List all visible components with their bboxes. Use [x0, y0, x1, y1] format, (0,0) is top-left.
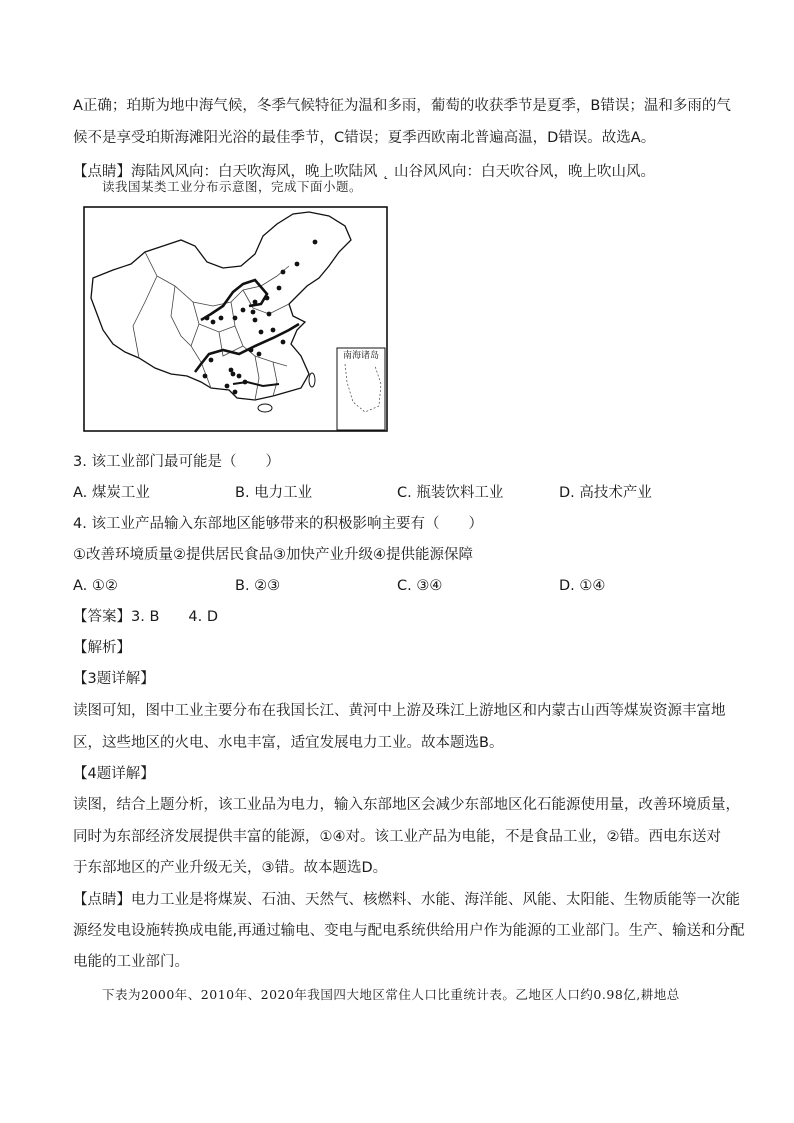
- industry-dot: [219, 316, 224, 321]
- industry-dot: [295, 262, 300, 267]
- paragraph-line: 电能的工业部门。: [73, 954, 189, 970]
- question-4-statements: ①改善环境质量②提供居民食品③加快产业升级④提供能源保障: [73, 547, 473, 563]
- industry-dot: [225, 384, 230, 389]
- industry-dot: [281, 270, 286, 275]
- inset-label: 南海诸岛: [342, 350, 380, 360]
- dianjing-text: 海陆风风向：白天吹海风，晚上吹陆风 ˛ 山谷风风向：白天吹谷风，晚上吹山风。: [131, 164, 655, 180]
- dianjing-tag: 【点睛】: [73, 892, 131, 908]
- industry-dot: [237, 374, 242, 379]
- industry-dot: [313, 240, 318, 245]
- q3-option-b: B. 电力工业: [235, 485, 313, 501]
- paragraph-line: 同时为东部经济发展提供丰富的能源，①④对。该工业产品为电能，不是食品工业，②错。西电东送对: [73, 829, 721, 845]
- q3-option-c: C. 瓶装饮料工业: [397, 485, 504, 501]
- industry-dot: [205, 316, 210, 321]
- south-sea-inset: [337, 348, 385, 430]
- industry-distribution-map: [83, 206, 388, 432]
- industry-dot: [203, 374, 208, 379]
- paragraph-line: 于东部地区的产业升级无关，③错。故本题选D。: [73, 860, 388, 876]
- dianjing-text: 电力工业是将煤炭、石油、天然气、核燃料、水能、海洋能、风能、太阳能、生物质能等一次能: [131, 892, 740, 908]
- industry-dot: [281, 340, 286, 345]
- industry-dot: [209, 358, 214, 363]
- section-intro: 读我国某类工业分布示意图，完成下面小题。: [102, 179, 363, 194]
- industry-dot: [251, 310, 256, 315]
- question-4-stem: 4. 该工业产品输入东部地区能够带来的积极影响主要有（ ）: [73, 516, 483, 532]
- paragraph-line: 读图可知，图中工业主要分布在我国长江、黄河中上游及珠江上游地区和内蒙古山西等煤炭资源丰富地: [73, 703, 726, 719]
- industry-dot: [211, 320, 216, 325]
- industry-dot: [253, 300, 258, 305]
- industry-dot: [243, 380, 248, 385]
- industry-dot: [231, 372, 236, 377]
- q4-option-d: D. ①④: [559, 578, 606, 594]
- industry-dot: [259, 330, 264, 335]
- industry-dot: [249, 348, 254, 353]
- industry-dot: [241, 308, 246, 313]
- answer-text: 3. B 4. D: [131, 609, 218, 625]
- q4-option-b: B. ②③: [235, 578, 281, 594]
- industry-dot: [267, 312, 272, 317]
- answer-line: [73, 607, 218, 627]
- industry-dot: [265, 296, 270, 301]
- paragraph-line: 区，这些地区的火电、水电丰富，适宜发展电力工业。故本题选B。: [73, 735, 504, 751]
- paragraph-line: A正确；珀斯为地中海气候，冬季气候特征为温和多雨，葡萄的收获季节是夏季，B错误；温和多雨的气: [73, 98, 731, 114]
- dianjing-tag: 【点睛】: [73, 164, 131, 180]
- paragraph-line: 源经发电设施转换成电能,再通过输电、变电与配电系统供给用户作为能源的工业部门。生产、输送和分配: [73, 923, 745, 939]
- q4-detail-tag: 【4题详解】: [73, 766, 155, 782]
- q3-option-d: D. 高技术产业: [559, 485, 652, 501]
- industry-dot: [253, 318, 258, 323]
- q3-detail-tag: 【3题详解】: [73, 671, 155, 687]
- question-3-stem: 3. 该工业部门最可能是（ ）: [73, 454, 280, 470]
- q4-option-a: A. ①②: [73, 578, 118, 594]
- industry-dot: [277, 286, 282, 291]
- industry-dot: [271, 328, 276, 333]
- paragraph-line: 候不是享受珀斯海滩阳光浴的最佳季节，C错误；夏季西欧南北普遍高温，D错误。故选A。: [73, 130, 656, 146]
- analysis-tag: 【解析】: [73, 640, 131, 656]
- industry-dot: [257, 352, 262, 357]
- industry-dot: [233, 390, 238, 395]
- q4-option-c: C. ③④: [397, 578, 443, 594]
- dianjing-note: [73, 890, 740, 910]
- section-intro: 下表为2000年、2010年、2020年我国四大地区常住人口比重统计表。乙地区人口约0.98亿,耕地总: [102, 987, 680, 1002]
- answer-tag: 【答案】: [73, 609, 131, 625]
- paragraph-line: 读图，结合上题分析，该工业品为电力，输入东部地区会减少东部地区化石能源使用量，改善环境质量，: [73, 797, 740, 813]
- q3-option-a: A. 煤炭工业: [73, 485, 150, 501]
- industry-dot: [233, 316, 238, 321]
